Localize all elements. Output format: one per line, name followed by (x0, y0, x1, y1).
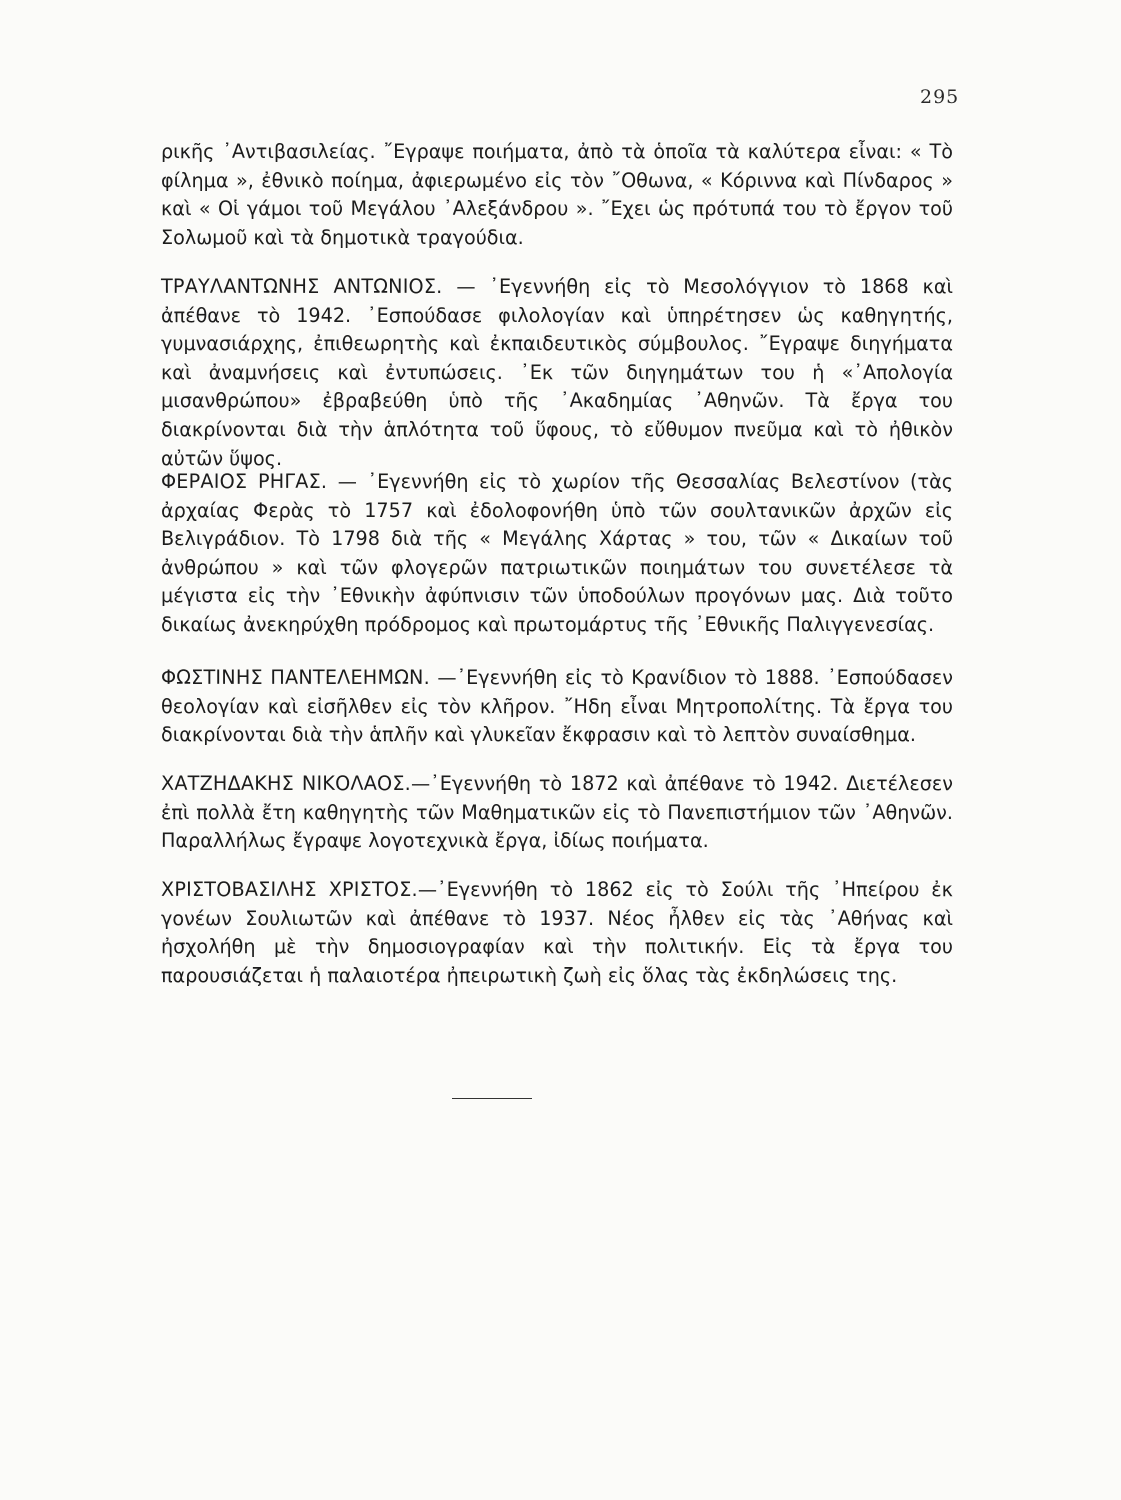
biography-entry-feraios (161, 468, 953, 640)
entry-name: ΦΩΣΤΙΝΗΣ ΠΑΝΤΕΛΕΗΜΩΝ. (161, 666, 430, 689)
entry-name: ΧΡΙΣΤΟΒΑΣΙΛΗΣ ΧΡΙΣΤΟΣ. (161, 878, 418, 901)
entry-name: ΧΑΤΖΗΔΑΚΗΣ ΝΙΚΟΛΑΟΣ. (161, 772, 411, 795)
entry-text: — ᾿Εγεννήθη εἰς τὸ Μεσολόγγιον τὸ 1868 καὶ ἀπέθανε τὸ 1942. ᾿Εσπούδασε φιλολογίαν καὶ ὑπηρέτησεν ὡς καθηγητής, γυμνασιάρχης, ἐπιθεωρητὴς καὶ ἐκπαιδευτικὸς σύμβουλος. ῎Εγραψε διηγήματα καὶ ἀναμνήσεις καὶ ἐντυπώσεις. ᾿Εκ τῶν διηγημάτων του ἡ «᾿Απολογία μισανθρώπου» ἐβραβεύθη ὑπὸ τῆς ᾿Ακαδημίας ᾿Αθηνῶν. Τὰ ἔργα του διακρίνονται διὰ τὴν ἁπλότητα τοῦ ὕφους, τὸ εὔθυμον πνεῦμα καὶ τὸ ἠθικὸν αὐτῶν ὕψος. (161, 275, 953, 470)
section-separator (452, 1098, 532, 1099)
intro-paragraph: ρικῆς ᾿Αντιβασιλείας. ῎Εγραψε ποιήματα, ἀπὸ τὰ ὁποῖα τὰ καλύτερα εἶναι: « Τὸ φίλημα », ἐθνικὸ ποίημα, ἀφιερωμένο εἰς τὸν ῎Οθωνα, « Κόριννα καὶ Πίνδαρος » καὶ « Οἱ γάμοι τοῦ Μεγάλου ᾿Αλεξάνδρου ». ῎Εχει ὡς πρότυπά του τὸ ἔργον τοῦ Σολωμοῦ καὶ τὰ δημοτικὰ τραγούδια. (161, 140, 953, 249)
entry-name: ΦΕΡΑΙΟΣ ΡΗΓΑΣ. (161, 470, 328, 493)
entry-text: —᾿Εγεννήθη τὸ 1872 καὶ ἀπέθανε τὸ 1942. Διετέλεσεν ἐπὶ πολλὰ ἔτη καθηγητὴς τῶν Μαθηματικῶν εἰς τὸ Πανεπιστήμιον τῶν ᾿Αθηνῶν. Παραλλήλως ἔγραψε λογοτεχνικὰ ἔργα, ἰδίως ποιήματα. (161, 772, 953, 853)
biography-entry-travlantonis (161, 273, 953, 473)
entry-text: —᾿Εγεννήθη τὸ 1862 εἰς τὸ Σούλι τῆς ᾿Ηπείρου ἐκ γονέων Σουλιωτῶν καὶ ἀπέθανε τὸ 1937. Νέος ἦλθεν εἰς τὰς ᾿Αθήνας καὶ ἠσχολήθη μὲ τὴν δημοσιογραφίαν καὶ τὴν πολιτικήν. Εἰς τὰ ἔργα του παρουσιάζεται ἡ παλαιοτέρα ἠπειρωτικὴ ζωὴ εἰς ὅλας τὰς ἐκδηλώσεις της. (161, 878, 953, 987)
biography-entry-fostinis (161, 664, 953, 750)
biography-entry-christovasilis (161, 876, 953, 990)
entry-text: —᾿Εγεννήθη εἰς τὸ Κρανίδιον τὸ 1888. ᾿Εσπούδασεν θεολογίαν καὶ εἰσῆλθεν εἰς τὸν κλῆρον. ῎Ηδη εἶναι Μητροπολίτης. Τὰ ἔργα του διακρίνονται διὰ τὴν ἁπλῆν καὶ γλυκεῖαν ἔκφρασιν καὶ τὸ λεπτὸν συναίσθημα. (161, 666, 953, 747)
entry-text: — ᾿Εγεννήθη εἰς τὸ χωρίον τῆς Θεσσαλίας Βελεστίνον (τὰς ἀρχαίας Φερὰς τὸ 1757 καὶ ἐδολοφονήθη ὑπὸ τῶν σουλτανικῶν ἀρχῶν εἰς Βελιγράδιον. Τὸ 1798 διὰ τῆς « Μεγάλης Χάρτας » του, τῶν « Δικαίων τοῦ ἀνθρώπου » καὶ τῶν φλογερῶν πατριωτικῶν ποιημάτων του συνετέλεσε τὰ μέγιστα εἰς τὴν ᾿Εθνικὴν ἀφύπνισιν τῶν ὑποδούλων προγόνων μας. Διὰ τοῦτο δικαίως ἀνεκηρύχθη πρόδρομος καὶ πρωτομάρτυς τῆς ᾿Εθνικῆς Παλιγγενεσίας. (161, 470, 953, 636)
page-number: 295 (920, 86, 960, 108)
biography-entry-chatzidakis (161, 770, 953, 856)
entry-name: ΤΡΑΥΛΑΝΤΩΝΗΣ ΑΝΤΩΝΙΟΣ. (161, 275, 443, 298)
